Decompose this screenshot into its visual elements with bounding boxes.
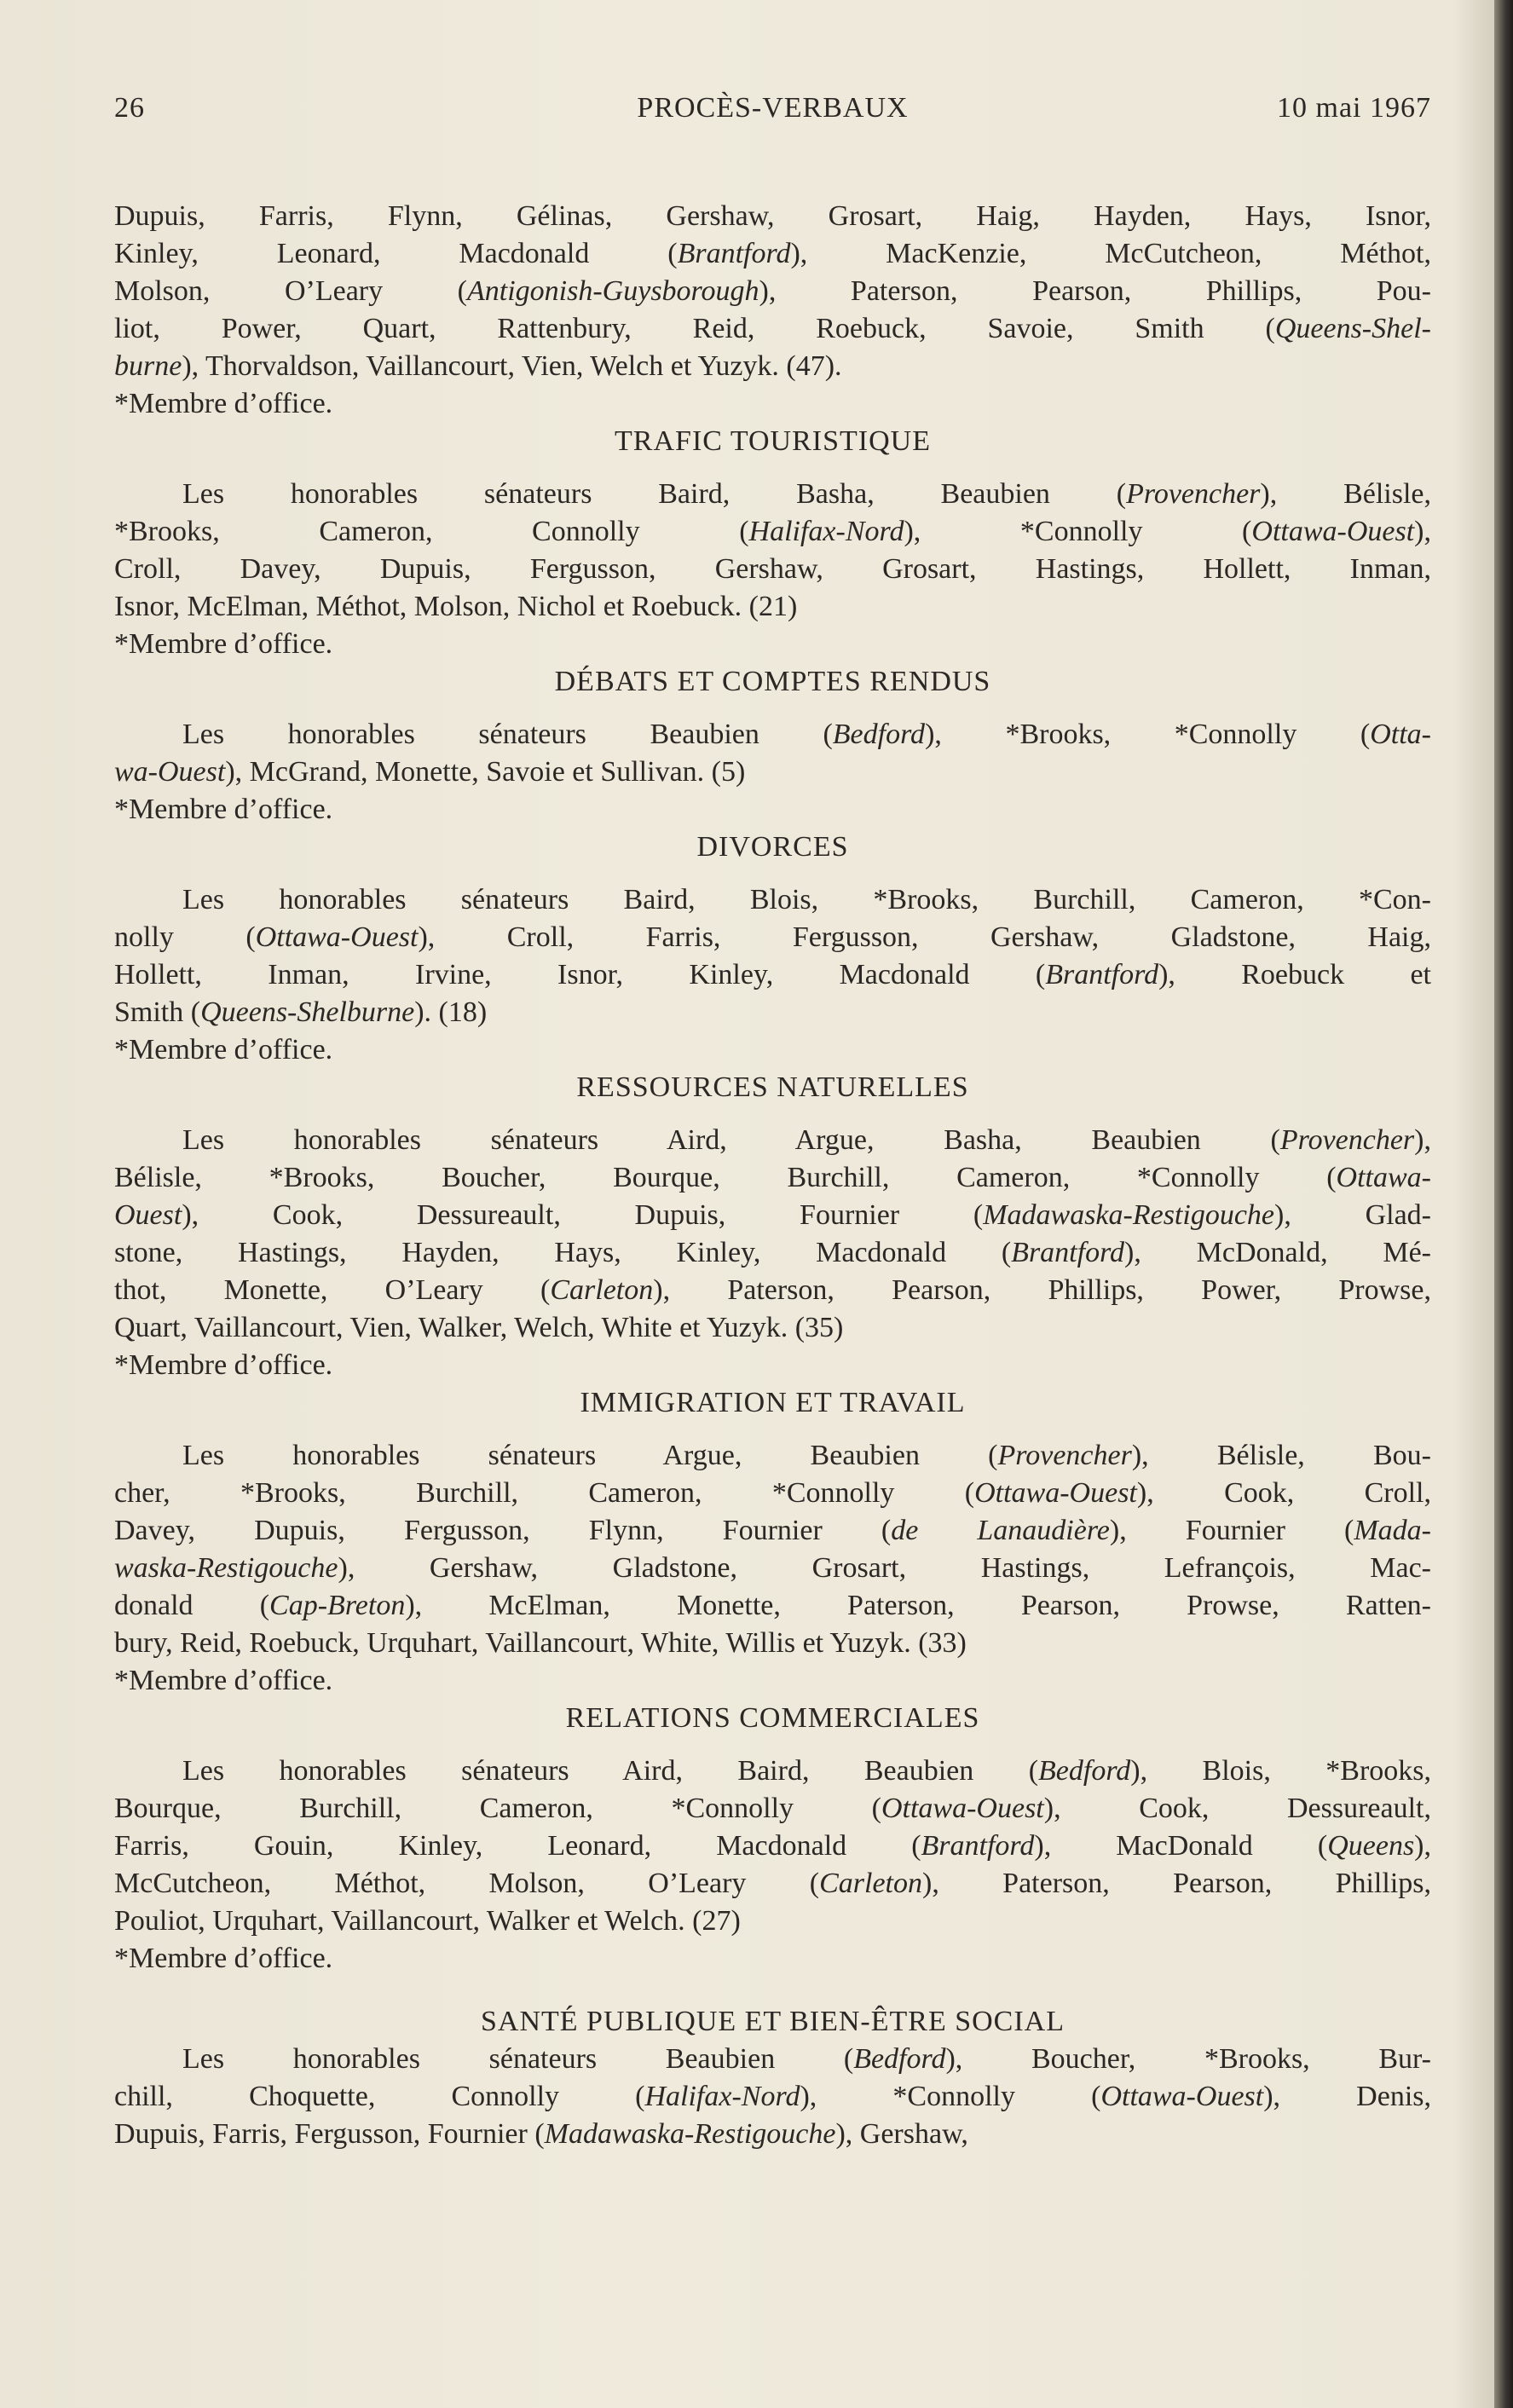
text-line: nolly (Ottawa-Ouest), Croll, Farris, Fergusson, Gershaw, Gladstone, Haig, xyxy=(114,921,1432,953)
text-line: wa-Ouest), McGrand, Monette, Savoie et Sullivan. (5) xyxy=(114,756,746,788)
text-line: Les honorables sénateurs Beaubien (Bedford), *Brooks, *Connolly (Otta- xyxy=(182,719,1431,750)
text-line: bury, Reid, Roebuck, Urquhart, Vaillancourt, White, Willis et Yuzyk. (33) xyxy=(114,1627,967,1659)
member-list-paragraph xyxy=(114,1437,1431,1662)
text-line: Dupuis, Farris, Fergusson, Fournier (Madawaska-Restigouche), Gershaw, xyxy=(114,2118,968,2150)
text-line: Quart, Vaillancourt, Vien, Walker, Welch, White et Yuzyk. (35) xyxy=(114,1312,844,1343)
text-line: Les honorables sénateurs Argue, Beaubien (Provencher), Bélisle, Bou- xyxy=(182,1440,1431,1471)
membre-office-note: *Membre d’office. xyxy=(114,1665,333,1696)
text-line: Bourque, Burchill, Cameron, *Connolly (Ottawa-Ouest), Cook, Dessureault, xyxy=(114,1793,1431,1824)
text-line: Pouliot, Urquhart, Vaillancourt, Walker et Welch. (27) xyxy=(114,1905,741,1937)
member-list-paragraph xyxy=(114,476,1431,626)
document-body xyxy=(114,198,1431,2153)
text-line: Croll, Davey, Dupuis, Fergusson, Gershaw, Grosart, Hastings, Hollett, Inman, xyxy=(114,553,1431,585)
membre-office-note: *Membre d’office. xyxy=(114,388,333,419)
committee-section xyxy=(114,663,1431,829)
member-list-paragraph xyxy=(114,716,1431,791)
text-line: Isnor, McElman, Méthot, Molson, Nichol et Roebuck. (21) xyxy=(114,591,798,622)
committee-sections xyxy=(114,423,1431,2153)
committee-section xyxy=(114,829,1431,1069)
section-heading: RELATIONS COMMERCIALES xyxy=(565,1702,980,1734)
text-line: *Brooks, Cameron, Connolly (Halifax-Nord), *Connolly (Ottawa-Ouest), xyxy=(114,516,1431,547)
section-heading: DÉBATS ET COMPTES RENDUS xyxy=(554,666,991,697)
member-list-paragraph xyxy=(114,1122,1431,1347)
text-line: Hollett, Inman, Irvine, Isnor, Kinley, Macdonald (Brantford), Roebuck et xyxy=(114,959,1431,990)
text-line: chill, Choquette, Connolly (Halifax-Nord), *Connolly (Ottawa-Ouest), Denis, xyxy=(114,2081,1431,2112)
section-heading: DIVORCES xyxy=(696,831,849,863)
text-line: Smith (Queens-Shelburne). (18) xyxy=(114,996,488,1028)
text-line: Bélisle, *Brooks, Boucher, Bourque, Burchill, Cameron, *Connolly (Ottawa- xyxy=(114,1162,1431,1193)
running-title: PROCÈS-VERBAUX xyxy=(637,92,909,124)
text-line: Les honorables sénateurs Beaubien (Bedford), Boucher, *Brooks, Bur- xyxy=(182,2043,1431,2075)
committee-section xyxy=(114,1069,1431,1384)
membre-office-note: *Membre d’office. xyxy=(114,1349,333,1381)
committee-section xyxy=(114,2003,1431,2153)
text-line: Farris, Gouin, Kinley, Leonard, Macdonald (Brantford), MacDonald (Queens), xyxy=(114,1830,1431,1862)
text-line: Les honorables sénateurs Baird, Blois, *Brooks, Burchill, Cameron, *Con- xyxy=(182,884,1431,915)
section-heading: SANTÉ PUBLIQUE ET BIEN-ÊTRE SOCIAL xyxy=(481,2006,1065,2037)
text-line: Molson, O’Leary (Antigonish-Guysborough), Paterson, Pearson, Phillips, Pou- xyxy=(114,275,1431,307)
text-line: donald (Cap-Breton), McElman, Monette, Paterson, Pearson, Prowse, Ratten- xyxy=(114,1590,1432,1621)
member-list-paragraph xyxy=(114,1753,1431,1940)
header-date: 10 mai 1967 xyxy=(1277,92,1431,124)
member-list-paragraph xyxy=(114,2041,1431,2153)
membre-office-note: *Membre d’office. xyxy=(114,794,333,825)
committee-section xyxy=(114,1700,1431,1978)
committee-section xyxy=(114,1384,1431,1700)
committee-section xyxy=(114,423,1431,663)
text-line: Davey, Dupuis, Fergusson, Flynn, Fournier (de Lanaudière), Fournier (Mada- xyxy=(114,1515,1431,1546)
running-header xyxy=(114,92,1431,135)
text-line: Les honorables sénateurs Aird, Baird, Beaubien (Bedford), Blois, *Brooks, xyxy=(182,1755,1431,1787)
membre-office-note: *Membre d’office. xyxy=(114,1034,333,1065)
text-line: Les honorables sénateurs Baird, Basha, Beaubien (Provencher), Bélisle, xyxy=(182,478,1431,510)
text-line: stone, Hastings, Hayden, Hays, Kinley, Macdonald (Brantford), McDonald, Mé- xyxy=(114,1237,1431,1268)
text-line: thot, Monette, O’Leary (Carleton), Paterson, Pearson, Phillips, Power, Prowse, xyxy=(114,1274,1432,1306)
text-line: waska-Restigouche), Gershaw, Gladstone, Grosart, Hastings, Lefrançois, Mac- xyxy=(114,1552,1431,1584)
membre-office-note: *Membre d’office. xyxy=(114,1943,333,1974)
section-heading: TRAFIC TOURISTIQUE xyxy=(615,425,931,457)
text-line: Les honorables sénateurs Aird, Argue, Basha, Beaubien (Provencher), xyxy=(182,1124,1431,1156)
text-line: McCutcheon, Méthot, Molson, O’Leary (Carleton), Paterson, Pearson, Phillips, xyxy=(114,1868,1432,1899)
text-line: Ouest), Cook, Dessureault, Dupuis, Fournier (Madawaska-Restigouche), Glad- xyxy=(114,1199,1431,1231)
membre-office-note: *Membre d’office. xyxy=(114,628,333,660)
text-line: liot, Power, Quart, Rattenbury, Reid, Roebuck, Savoie, Smith (Queens-Shel- xyxy=(114,313,1431,344)
text-line: burne), Thorvaldson, Vaillancourt, Vien, Welch et Yuzyk. (47). xyxy=(114,350,842,382)
text-line: Dupuis, Farris, Flynn, Gélinas, Gershaw, Grosart, Haig, Hayden, Hays, Isnor, xyxy=(114,200,1431,232)
section-heading: RESSOURCES NATURELLES xyxy=(576,1071,969,1103)
intro-paragraph xyxy=(114,198,1431,385)
text-line: cher, *Brooks, Burchill, Cameron, *Connolly (Ottawa-Ouest), Cook, Croll, xyxy=(114,1477,1431,1509)
section-heading: IMMIGRATION ET TRAVAIL xyxy=(580,1387,966,1418)
book-spine-shadow xyxy=(1494,0,1513,2408)
text-line: Kinley, Leonard, Macdonald (Brantford), MacKenzie, McCutcheon, Méthot, xyxy=(114,238,1431,269)
page-number: 26 xyxy=(114,92,145,124)
member-list-paragraph xyxy=(114,881,1431,1031)
